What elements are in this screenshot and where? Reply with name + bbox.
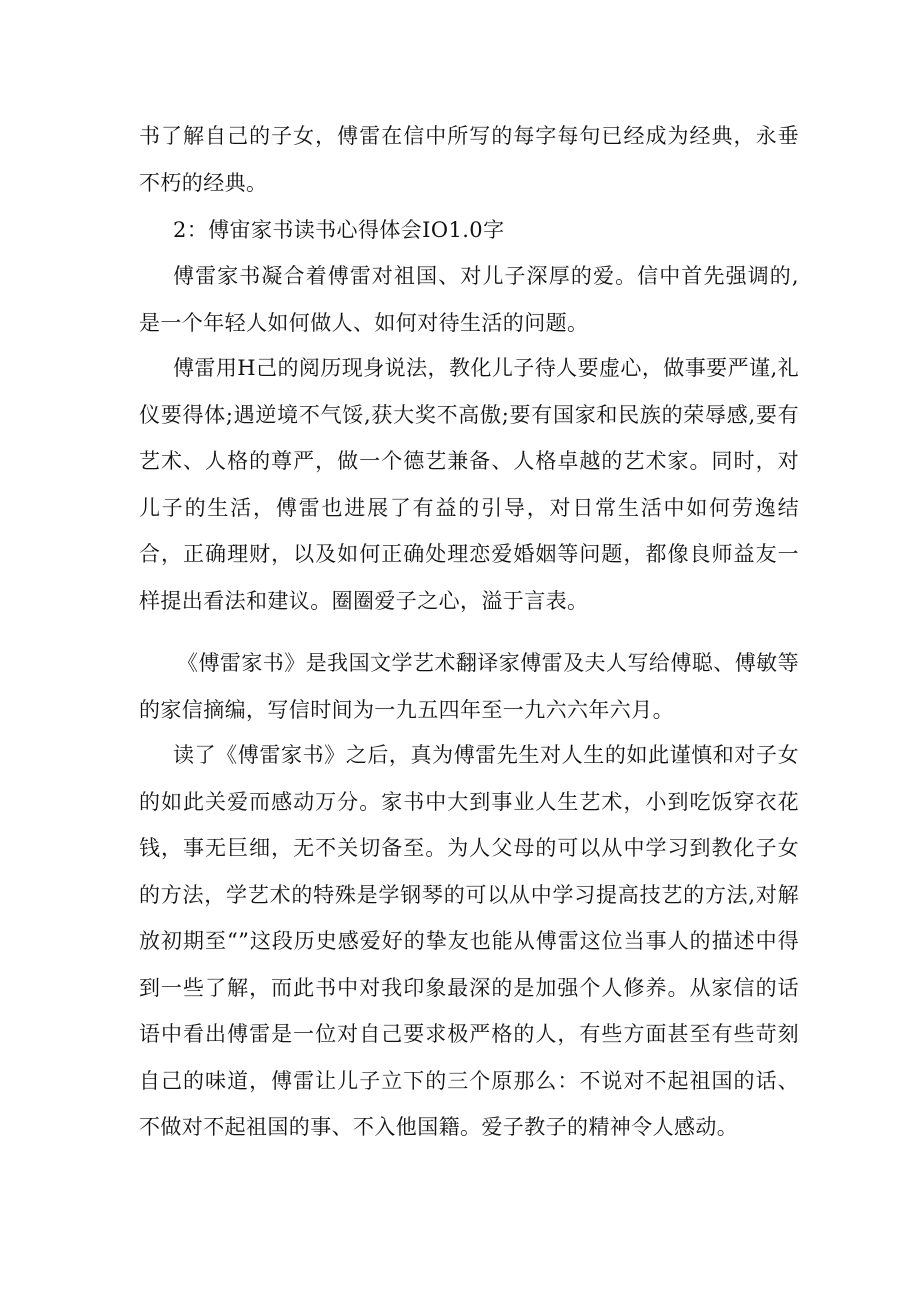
paragraph (139, 732, 799, 1151)
paragraph-continuation (139, 113, 799, 206)
paragraph (139, 640, 799, 733)
paragraph-text: 书了解自己的子女，傅雷在信中所写的每字每句已经成为经典，永垂不朽的经典。 (139, 124, 799, 195)
paragraph (139, 345, 799, 624)
section-heading (139, 207, 799, 254)
section-heading-text: 2：傅宙家书读书心得体会IO1.0字 (173, 218, 505, 242)
paragraph (139, 253, 799, 346)
paragraph-text: 读了《傅雷家书》之后，真为傅雷先生对人生的如此谨慎和对子女的如此关爱而感动万分。家书中大到事业人生艺术，小到吃饭穿衣花钱，事无巨细，无不关切备至。为人父母的可以从中学习到教化子女的方法，学艺术的特殊是学钢琴的可以从中学习提高技艺的方法,对解放初期至“”这段历史感爱好的挚友也能从傅雷这位当事人的描述中得到一些了解，而此书中对我印象最深的是加强个人修养。从家信的话语中看出傅雷是一位对自己要求极严格的人，有些方面甚至有些苛刻自己的味道，傅雷让儿子立下的三个原那么：不说对不起祖国的话、不做对不起祖国的事、不入他国籍。爱子教子的精神令人感动。 (139, 743, 799, 1139)
paragraph-text: 《傅雷家书》是我国文学艺术翻译家傅雷及夫人写给傅聪、傅敏等的家信摘编，写信时间为一九五四年至一九六六年六月。 (139, 651, 799, 722)
paragraph-text: 傅雷用H己的阅历现身说法，教化儿子待人要虚心，做事要严谨,礼仪要得体;遇逆境不气馁,获大奖不高傲;要有国家和民族的荣辱感,要有艺术、人格的尊严，做一个德艺兼备、人格卓越的艺术家。同时，对儿子的生活，傅雷也进展了有益的引导，对日常生活中如何劳逸结合，正确理财，以及如何正确处理恋爱婚姻等问题，都像良师益友一样提出看法和建议。圈圈爱子之心，溢于言表。 (139, 356, 799, 613)
paragraph-text: 傅雷家书凝合着傅雷对祖国、对儿子深厚的爱。信中首先强调的,是一个年轻人如何做人、如何对待生活的问题。 (139, 264, 799, 335)
